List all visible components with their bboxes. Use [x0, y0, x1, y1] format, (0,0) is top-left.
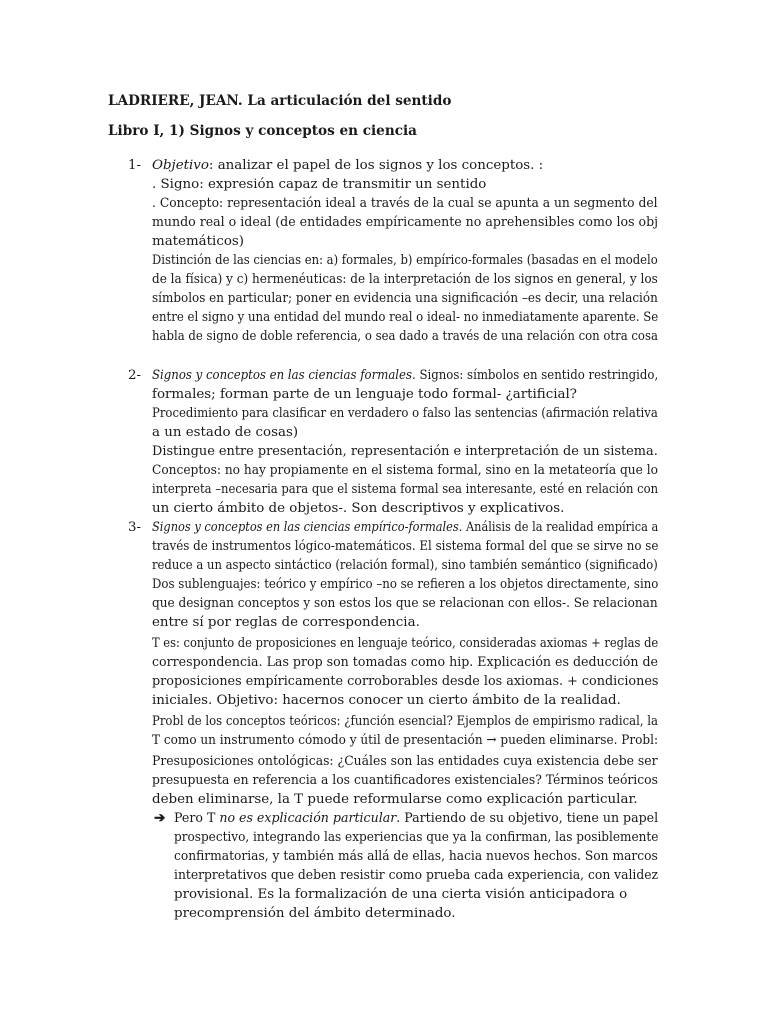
section-1-line: Objetivo: analizar el papel de los signos y los conceptos. :	[152, 158, 544, 173]
bullet-line: precomprensión del ámbito determinado.	[174, 906, 456, 921]
section-1-line: matemáticos)	[152, 234, 244, 249]
section-1-line: . Signo: expresión capaz de transmitir un sentido	[152, 177, 487, 192]
section-2-line: a un estado de cosas)	[152, 425, 299, 440]
section-2-line: formales; forman parte de un lenguaje todo formal- ¿artificial?	[152, 387, 577, 402]
bullet-line: Pero T no es explicación particular. Partiendo de su objetivo, tiene un papel	[174, 811, 659, 826]
section-3-line: reduce a un aspecto sintáctico (relación formal), sino también semántico (significado)	[152, 558, 658, 573]
bullet-line: confirmatorias, y también más allá de ellas, hacia nuevos hechos. Son marcos	[174, 849, 658, 864]
document-subtitle: Libro I, 1) Signos y conceptos en ciencia	[108, 123, 417, 139]
section-2-line: Signos y conceptos en las ciencias formales. Signos: símbolos en sentido restringido,	[152, 368, 659, 383]
section-3-line: iniciales. Objetivo: hacernos conocer un cierto ámbito de la realidad.	[152, 693, 621, 708]
section-3-line: Signos y conceptos en las ciencias empírico-formales. Análisis de la realidad empírica a	[152, 520, 659, 535]
section-2-number: 2-	[128, 368, 142, 383]
section-3-number: 3-	[128, 520, 142, 535]
arrow-bullet-icon: ➔	[154, 810, 166, 826]
section-3-line: T es: conjunto de proposiciones en lenguaje teórico, consideradas axiomas + reglas de	[152, 636, 659, 651]
section-1-line: . Concepto: representación ideal a través de la cual se apunta a un segmento del	[152, 196, 658, 211]
section-1-line: entre el signo y una entidad del mundo real o ideal- no inmediatamente aparente. Se	[152, 310, 659, 325]
section-2-line: un cierto ámbito de objetos-. Son descriptivos y explicativos.	[152, 501, 565, 516]
section-3-line: presupuesta en referencia a los cuantificadores existenciales? Términos teóricos	[152, 773, 658, 788]
bullet-line: prospectivo, integrando las experiencias que ya la confirman, las posiblemente	[174, 830, 659, 845]
section-3-line: deben eliminarse, la T puede reformularse como explicación particular.	[152, 792, 638, 807]
section-3-line: Dos sublenguajes: teórico y empírico –no se refieren a los objetos directamente, sino	[152, 577, 659, 592]
section-1-line: Distinción de las ciencias en: a) formales, b) empírico-formales (basadas en el modelo	[152, 253, 658, 268]
section-1-line: de la física) y c) hermenéuticas: de la interpretación de los signos en general, y los	[152, 272, 658, 287]
section-3-line: proposiciones empíricamente corroborables desde los axiomas. + condiciones	[152, 674, 659, 689]
document-title: LADRIERE, JEAN. La articulación del sentido	[108, 93, 452, 109]
section-1-line: símbolos en particular; poner en evidencia una significación –es decir, una relación	[152, 291, 658, 306]
section-3-line: través de instrumentos lógico-matemáticos. El sistema formal del que se sirve no se	[152, 539, 659, 554]
section-3-line: T como un instrumento cómodo y útil de presentación → pueden eliminarse. Probl:	[152, 733, 659, 748]
section-2-line: Distingue entre presentación, representación e interpretación de un sistema.	[152, 444, 658, 459]
section-3-line: Presuposiciones ontológicas: ¿Cuáles son las entidades cuya existencia debe ser	[152, 754, 658, 769]
section-3-line: correspondencia. Las prop son tomadas como hip. Explicación es deducción de	[152, 655, 659, 670]
bullet-line: interpretativos que deben resistir como prueba cada experiencia, con validez	[174, 868, 659, 883]
section-2-line: interpreta –necesaria para que el sistema formal sea interesante, esté en relación con	[152, 482, 659, 497]
bullet-line: provisional. Es la formalización de una cierta visión anticipadora o	[174, 887, 628, 902]
section-1-number: 1-	[128, 158, 142, 173]
section-1-line: mundo real o ideal (de entidades empíricamente no aprehensibles como los obj	[152, 215, 659, 230]
section-1-line: habla de signo de doble referencia, o sea dado a través de una relación con otra cosa	[152, 329, 658, 344]
section-2-line: Procedimiento para clasificar en verdadero o falso las sentencias (afirmación relativa	[152, 406, 658, 421]
section-2-line: Conceptos: no hay propiamente en el sistema formal, sino en la metateoría que lo	[152, 463, 658, 478]
section-3-line: entre sí por reglas de correspondencia.	[152, 615, 420, 630]
section-3-line: que designan conceptos y son estos los que se relacionan con ellos-. Se relacionan	[152, 596, 658, 611]
section-3-line: Probl de los conceptos teóricos: ¿función esencial? Ejemplos de empirismo radical, la	[152, 714, 658, 729]
